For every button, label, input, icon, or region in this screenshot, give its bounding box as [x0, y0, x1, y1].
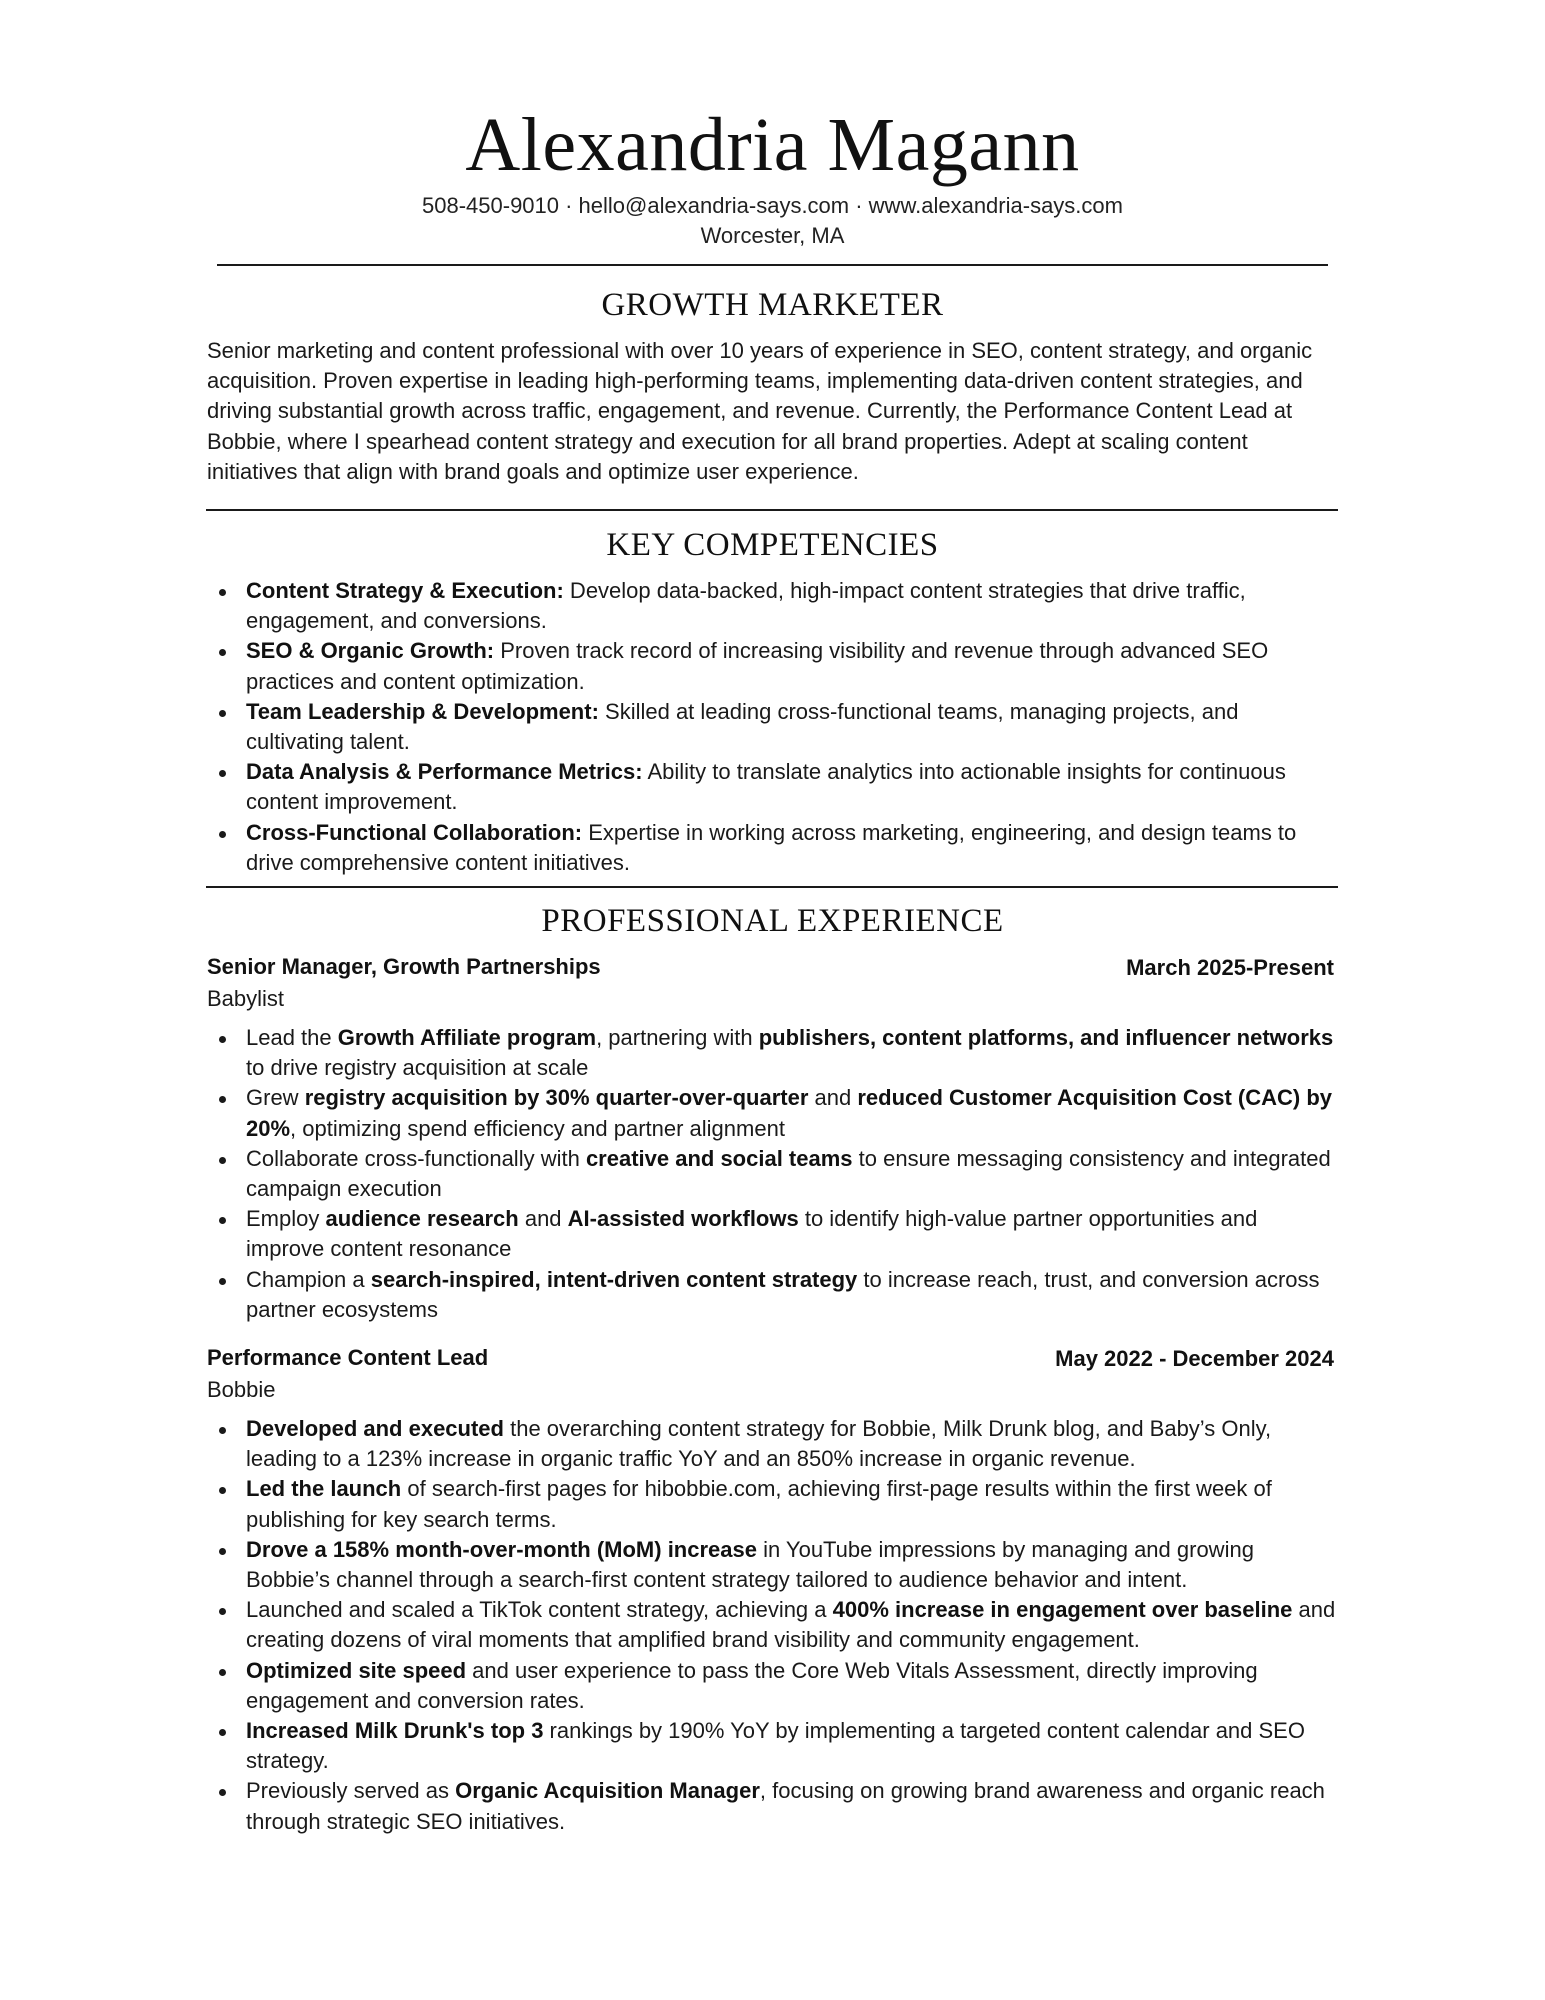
text-run: Launched and scaled a TikTok content strategy, achieving a: [246, 1597, 833, 1623]
bold-text: Organic Acquisition Manager: [455, 1778, 760, 1804]
list-item: [207, 757, 1337, 817]
text-run: , optimizing spend efficiency and partner alignment: [290, 1115, 785, 1141]
bold-text: Team Leadership & Development:: [246, 698, 599, 724]
text-run: to increase reach, trust, and conversion across partner ecosystems: [246, 1266, 1320, 1322]
competencies-divider: [206, 886, 1338, 888]
text-run: Develop data-backed, high-impact content strategies that drive traffic, engagement, and conversions.: [246, 578, 1246, 634]
list-item: [207, 1535, 1337, 1595]
list-item: [207, 818, 1337, 878]
text-run: Employ: [246, 1206, 326, 1232]
list-item: [207, 1265, 1337, 1325]
text-run: , partnering with: [596, 1025, 759, 1050]
bold-text: Developed and executed: [246, 1416, 504, 1441]
text-run: Champion a: [246, 1266, 371, 1292]
competencies-title: KEY COMPETENCIES: [606, 527, 939, 563]
text-run: in YouTube impressions by managing and growing Bobbie’s channel through a search-first content strategy tailored to audience behavior and intent.: [246, 1536, 1254, 1593]
text-run: to drive registry acquisition at scale: [246, 1055, 589, 1081]
job-title: Performance Content Lead: [207, 1345, 489, 1370]
text-run: Proven track record of increasing visibility and revenue through advanced SEO practices and content optimization.: [246, 638, 1269, 694]
text-run: Lead the: [246, 1025, 338, 1050]
job-dates: May 2022 - December 2024: [1055, 1346, 1334, 1371]
job-bullets: [207, 1414, 1337, 1837]
list-item: [207, 697, 1337, 757]
text-run: Grew: [246, 1085, 305, 1111]
list-item: [207, 1144, 1337, 1204]
bold-text: Growth Affiliate program: [337, 1025, 597, 1050]
list-item: [207, 1716, 1337, 1776]
text-run: of search-first pages for hibobbie.com, achieving first-page results within the first week of publishing for key search terms.: [246, 1476, 1272, 1532]
text-run: Skilled at leading cross-functional teams, managing projects, and cultivating talent.: [246, 698, 1239, 755]
company-name: Bobbie: [207, 1377, 276, 1402]
job-bullets: [207, 1023, 1337, 1325]
candidate-name: Alexandria Magann: [465, 103, 1080, 187]
text-run: to identify high-value partner opportunities and improve content resonance: [246, 1206, 1258, 1262]
bold-text: creative and social teams: [585, 1145, 853, 1171]
experience-title: PROFESSIONAL EXPERIENCE: [541, 903, 1004, 939]
bold-text: Data Analysis & Performance Metrics:: [246, 759, 643, 785]
text-run: Collaborate cross-functionally with: [246, 1145, 586, 1171]
text-run: Ability to translate analytics into actionable insights for continuous content improvement.: [246, 759, 1286, 815]
text-run: Previously served as: [246, 1778, 456, 1804]
bold-text: Led the launch: [246, 1476, 402, 1502]
job-dates: March 2025-Present: [1126, 955, 1334, 980]
summary-title: GROWTH MARKETER: [601, 287, 944, 323]
list-item: [207, 1083, 1337, 1143]
list-item: [207, 1023, 1337, 1083]
text-run: rankings by 190% YoY by implementing a targeted content calendar and SEO strategy.: [246, 1718, 1305, 1774]
bold-text: Drove a 158% month-over-month (MoM) increase: [246, 1536, 757, 1562]
list-item: [207, 636, 1337, 696]
bold-text: Content Strategy & Execution:: [246, 578, 564, 603]
list-item: [207, 1414, 1337, 1474]
text-run: and user experience to pass the Core Web Vitals Assessment, directly improving engagement and conversion rates.: [246, 1657, 1258, 1713]
bold-text: audience research: [325, 1206, 519, 1232]
text-run: and: [518, 1206, 568, 1232]
text-run: and creating dozens of viral moments that amplified brand visibility and community engagement.: [246, 1597, 1336, 1653]
bold-text: Optimized site speed: [246, 1657, 467, 1683]
list-item: [207, 1204, 1337, 1264]
bold-text: AI-assisted workflows: [567, 1206, 799, 1232]
list-item: [207, 1474, 1337, 1534]
job-title: Senior Manager, Growth Partnerships: [207, 954, 601, 979]
company-name: Babylist: [207, 986, 285, 1011]
bold-text: registry acquisition by 30% quarter-over-quarter: [304, 1085, 809, 1111]
text-run: Expertise in working across marketing, engineering, and design teams to drive comprehensive content initiatives.: [246, 819, 1297, 875]
bold-text: search-inspired, intent-driven content strategy: [370, 1266, 858, 1292]
list-item: [207, 1595, 1337, 1655]
bold-text: Cross-Functional Collaboration:: [246, 819, 583, 845]
contact-info: [0, 191, 1545, 251]
header-divider: [217, 264, 1328, 266]
contact-line: 508-450-9010 · hello@alexandria-says.com · www.alexandria-says.com: [422, 193, 1123, 218]
text-run: , focusing on growing brand awareness and organic reach through strategic SEO initiatives.: [246, 1778, 1325, 1834]
competencies-list: [207, 576, 1337, 878]
summary-divider: [206, 509, 1338, 511]
bold-text: Increased Milk Drunk's top 3: [246, 1718, 544, 1744]
bold-text: reduced Customer Acquisition Cost (CAC) by 20%: [246, 1085, 1332, 1141]
text-run: and: [808, 1085, 858, 1111]
list-item: [207, 1656, 1337, 1716]
text-run: the overarching content strategy for Bobbie, Milk Drunk blog, and Baby’s Only, leading to a 123% increase in organic traffic YoY and an 850% increase in organic revenue.: [246, 1416, 1272, 1472]
list-item: [207, 1776, 1337, 1836]
list-item: [207, 576, 1337, 636]
bold-text: publishers, content platforms, and influencer networks: [758, 1025, 1334, 1050]
summary-text: Senior marketing and content professional with over 10 years of experience in SEO, content strategy, and organic acquisition. Proven expertise in leading high-performing teams, implementing data-driven content strategies, and driving substantial growth across traffic, engagement, and revenue. Currently, the Performance Content Lead at Bobbie, where I spearhead content strategy and execution for all brand properties. Adept at scaling content initiatives that align with brand goals and optimize user experience.: [207, 338, 1313, 484]
text-run: to ensure messaging consistency and integrated campaign execution: [246, 1145, 1331, 1202]
bold-text: SEO & Organic Growth:: [246, 638, 495, 664]
location: Worcester, MA: [700, 223, 845, 248]
bold-text: 400% increase in engagement over baseline: [832, 1597, 1293, 1623]
